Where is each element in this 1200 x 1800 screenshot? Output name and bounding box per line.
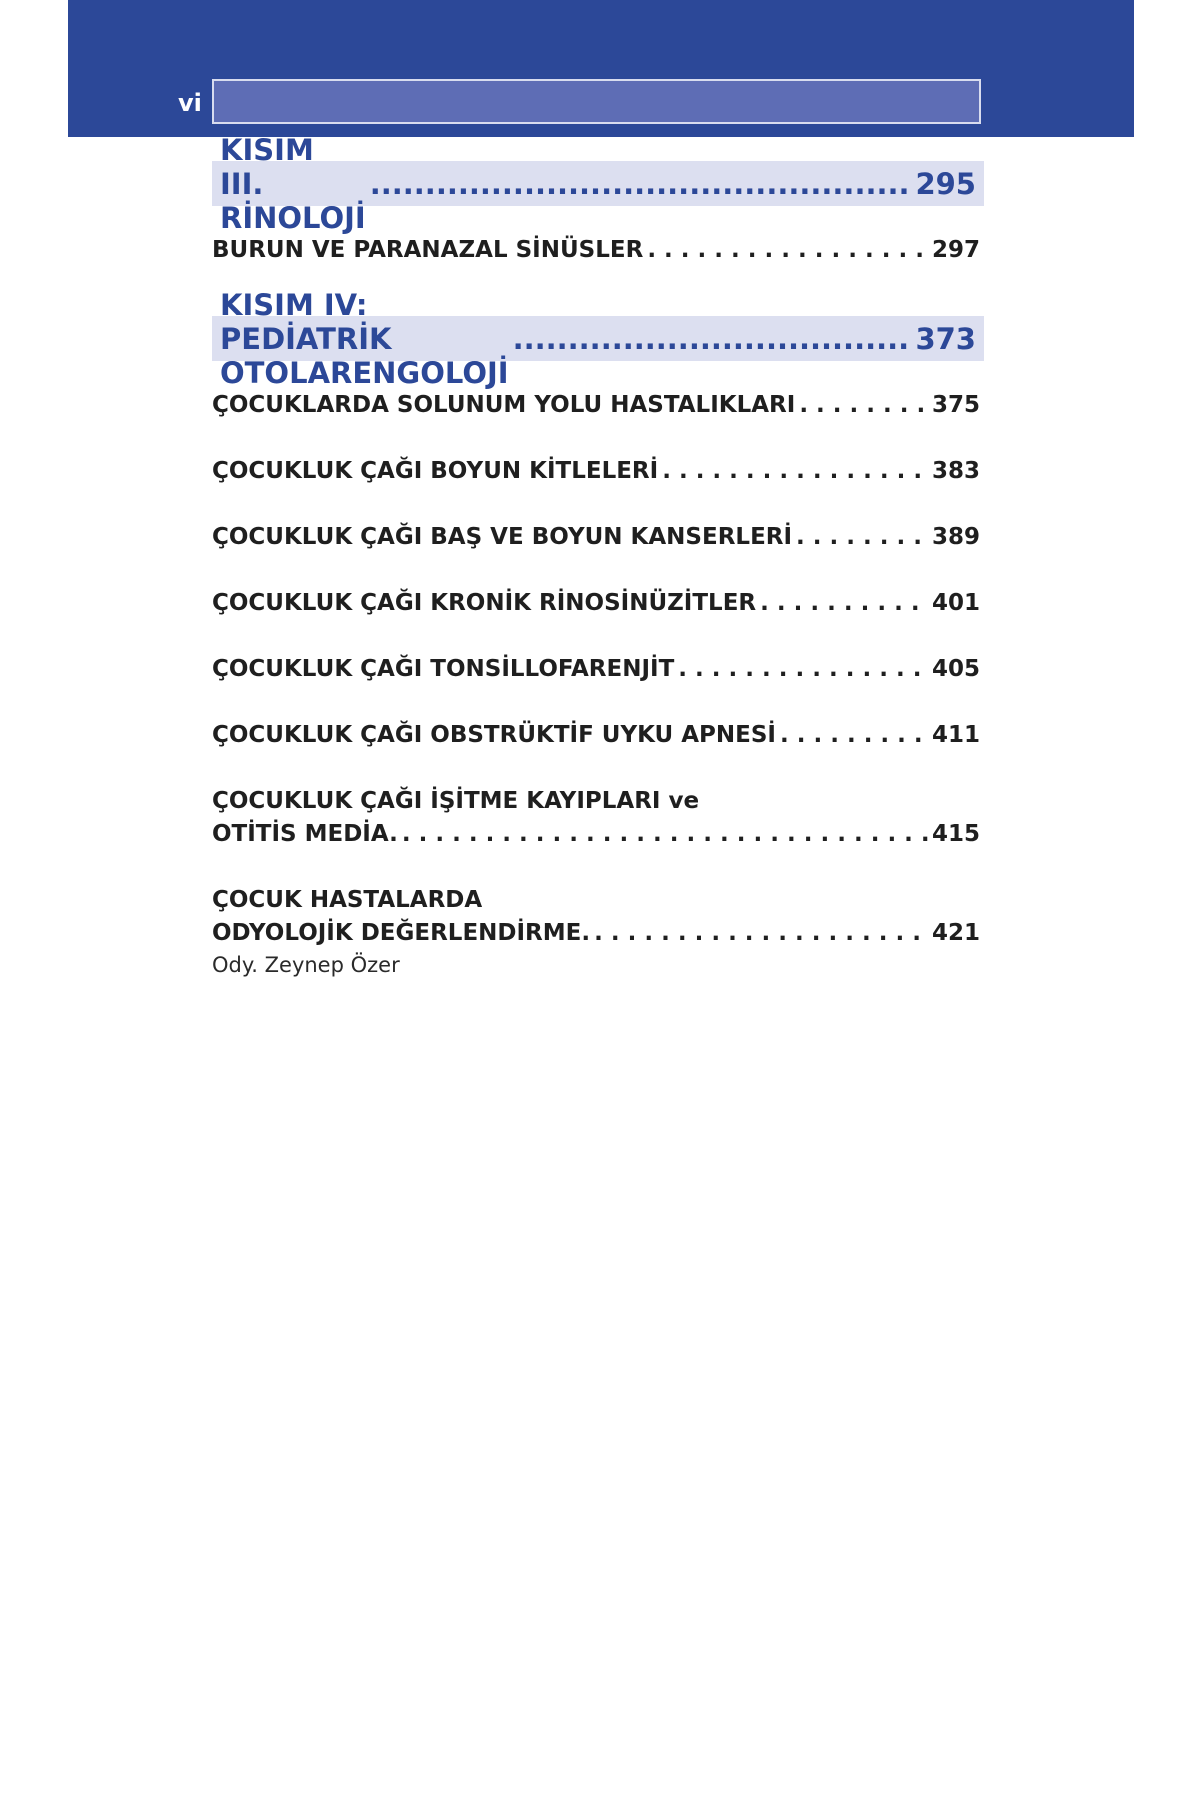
toc-entry-odyolojik[interactable] <box>212 884 980 980</box>
part-title: KISIM IV: PEDİATRİK OTOLARENGOLOJİ <box>220 287 509 390</box>
toc-entry-title: ÇOCUK HASTALARDA <box>212 887 483 913</box>
toc-entry-isitme-kayiplari[interactable] <box>212 785 980 851</box>
toc-entry-boyun-kitleleri[interactable] <box>212 455 980 488</box>
toc-entry-page: 421 <box>931 920 980 946</box>
part-page-number: 295 <box>915 166 976 201</box>
dot-leader <box>647 234 928 267</box>
dot-leader <box>594 917 928 950</box>
toc-entry-title-continued: ODYOLOJİK DEĞERLENDİRME. <box>212 920 591 946</box>
dot-leader <box>370 167 912 201</box>
toc-entry-bas-boyun-kanserleri[interactable] <box>212 521 980 554</box>
page-number: vi <box>178 89 202 117</box>
dot-leader <box>796 521 928 554</box>
part-heading-pediatrik[interactable] <box>212 287 984 390</box>
toc-entry-burun[interactable] <box>212 234 980 267</box>
toc-entry-page: 375 <box>931 392 980 418</box>
dot-leader <box>402 818 928 851</box>
dot-leader <box>662 455 928 488</box>
toc-entry-title: ÇOCUKLUK ÇAĞI KRONİK RİNOSİNÜZİTLER <box>212 590 757 616</box>
toc-entry-page: 297 <box>931 237 980 263</box>
toc-entry-tonsillofarenjit[interactable] <box>212 653 980 686</box>
toc-entry-rinosinuzitler[interactable] <box>212 587 980 620</box>
toc-entry-page: 405 <box>931 656 980 682</box>
toc-entry-title: ÇOCUKLUK ÇAĞI İŞİTME KAYIPLARI ve <box>212 788 700 814</box>
toc-entry-title: ÇOCUKLUK ÇAĞI BAŞ VE BOYUN KANSERLERİ <box>212 524 793 550</box>
dot-leader <box>678 653 928 686</box>
toc-entry-title: ÇOCUKLUK ÇAĞI OBSTRÜKTİF UYKU APNESİ <box>212 722 776 748</box>
dot-leader <box>780 719 928 752</box>
toc-entry-title: ÇOCUKLUK ÇAĞI TONSİLLOFARENJİT <box>212 656 675 682</box>
dot-leader <box>760 587 928 620</box>
part-page-number: 373 <box>915 321 976 356</box>
toc-entry-title: BURUN VE PARANAZAL SİNÜSLER <box>212 237 644 263</box>
toc-entry-title-continued: OTİTİS MEDİA. <box>212 821 398 847</box>
toc-entry-solunum[interactable] <box>212 389 980 422</box>
toc-entry-title: ÇOCUKLUK ÇAĞI BOYUN KİTLELERİ <box>212 458 659 484</box>
toc-entry-page: 411 <box>931 722 980 748</box>
part-title: KISIM III. RİNOLOJİ <box>220 132 366 235</box>
header-bar <box>212 79 981 124</box>
toc-entry-uyku-apnesi[interactable] <box>212 719 980 752</box>
toc-entry-author: Ody. Zeynep Özer <box>212 953 400 977</box>
toc-entry-page: 415 <box>931 821 980 847</box>
toc-entry-title: ÇOCUKLARDA SOLUNUM YOLU HASTALIKLARI <box>212 392 796 418</box>
dot-leader <box>799 389 928 422</box>
part-heading-rinoloji[interactable] <box>212 132 984 235</box>
toc-entry-page: 389 <box>931 524 980 550</box>
toc-entry-page: 401 <box>931 590 980 616</box>
toc-entry-page: 383 <box>931 458 980 484</box>
dot-leader <box>513 322 912 356</box>
